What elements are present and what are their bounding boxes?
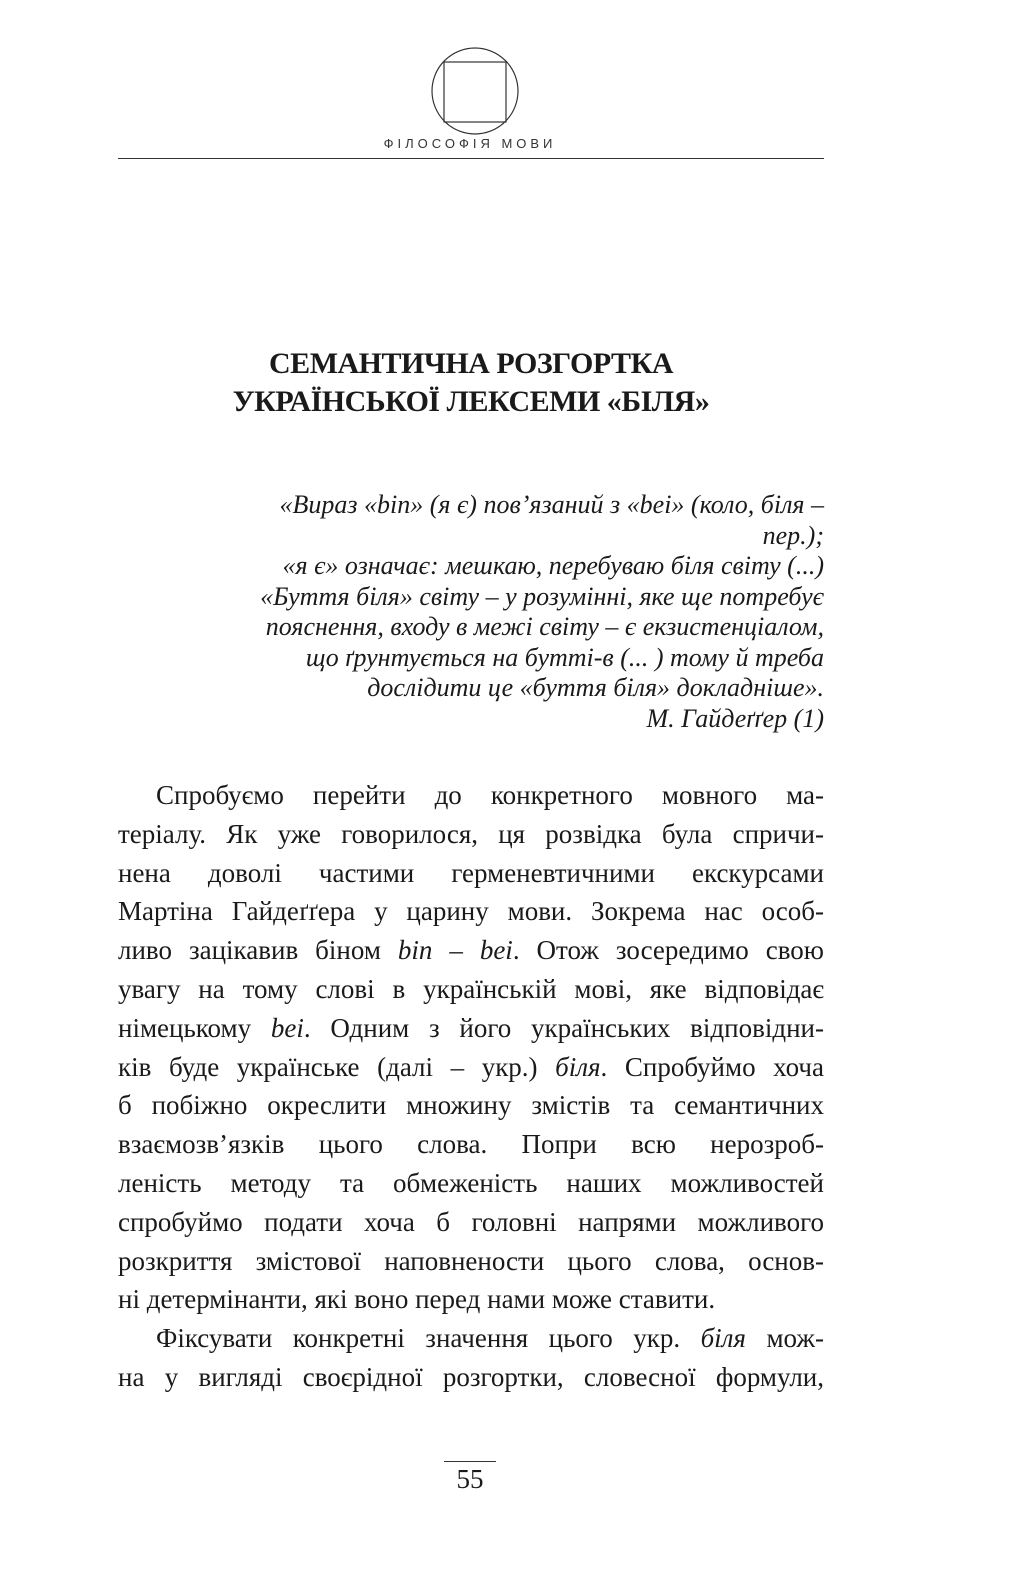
- body-line: розкриття змістової наповнености цього слова, основ-: [118, 1245, 824, 1276]
- epigraph-attribution: М. Гайдеґґер (1): [646, 703, 824, 733]
- body-line: увагу на тому слові в українській мові, яке відповідає: [118, 973, 824, 1004]
- body-line: Мартіна Гайдеґґера у царину мови. Зокрема нас особ-: [118, 896, 824, 927]
- epigraph-line: пер.);: [762, 520, 824, 550]
- epigraph: [118, 490, 824, 734]
- body-line: Фіксувати конкретні значення цього укр. біля мож-: [156, 1323, 824, 1354]
- body-line: ків буде українське (далі – укр.) біля. Спробуймо хоча: [118, 1051, 824, 1082]
- body-line: на у вигляді своєрідної розгортки, словесної формули,: [118, 1361, 824, 1392]
- body-line: б побіжно окреслити множину змістів та семантичних: [118, 1090, 824, 1121]
- running-head: ФІЛОСОФІЯ МОВИ: [383, 136, 557, 151]
- body-line: німецькому bei. Одним з його українських відповідни-: [118, 1012, 824, 1043]
- epigraph-line: «Буття біля» світу – у розумінні, яке ще потребує: [260, 581, 824, 611]
- circle-square-emblem-icon: [430, 46, 520, 136]
- body-line: Спробуємо перейти до конкретного мовного ма-: [156, 780, 824, 810]
- chapter-title-line-2: УКРАЇНСЬКОЇ ЛЕКСЕМИ «БІЛЯ»: [232, 385, 710, 418]
- chapter-title: [118, 345, 824, 421]
- epigraph-line: пояснення, входу в межі світу – є екзистенціалом,: [265, 612, 824, 641]
- epigraph-line: «я є» означає: мешкаю, перебуваю біля світу (...): [282, 551, 824, 580]
- body-line: леність методу та обмеженість наших можливостей: [118, 1167, 824, 1198]
- body-line: ні детермінанти, які воно перед нами може ставити.: [118, 1284, 716, 1315]
- folio-rule: [444, 1461, 496, 1462]
- epigraph-line: що ґрунтується на бутті-в (... ) тому й треба: [305, 642, 824, 672]
- body-line: ливо зацікавив біном bin – bei. Отож зосередимо свою: [118, 935, 824, 966]
- header-rule: [118, 158, 824, 159]
- body-text: [118, 776, 824, 1397]
- chapter-title-line-1: СЕМАНТИЧНА РОЗГОРТКА: [269, 347, 673, 380]
- body-line: теріалу. Як уже говорилося, ця розвідка була спричи-: [118, 818, 824, 849]
- body-line: взаємозв’язків цього слова. Попри всю нерозроб-: [118, 1129, 824, 1160]
- body-line: нена доволі частими герменевтичними екскурсами: [118, 857, 824, 888]
- page-number: 55: [456, 1464, 484, 1494]
- epigraph-line: дослідити це «буття біля» докладніше».: [367, 673, 824, 702]
- body-line: спробуймо подати хоча б головні напрями можливого: [118, 1206, 824, 1237]
- epigraph-line: «Вираз «bin» (я є) пов’язаний з «bei» (коло, біля –: [279, 490, 824, 519]
